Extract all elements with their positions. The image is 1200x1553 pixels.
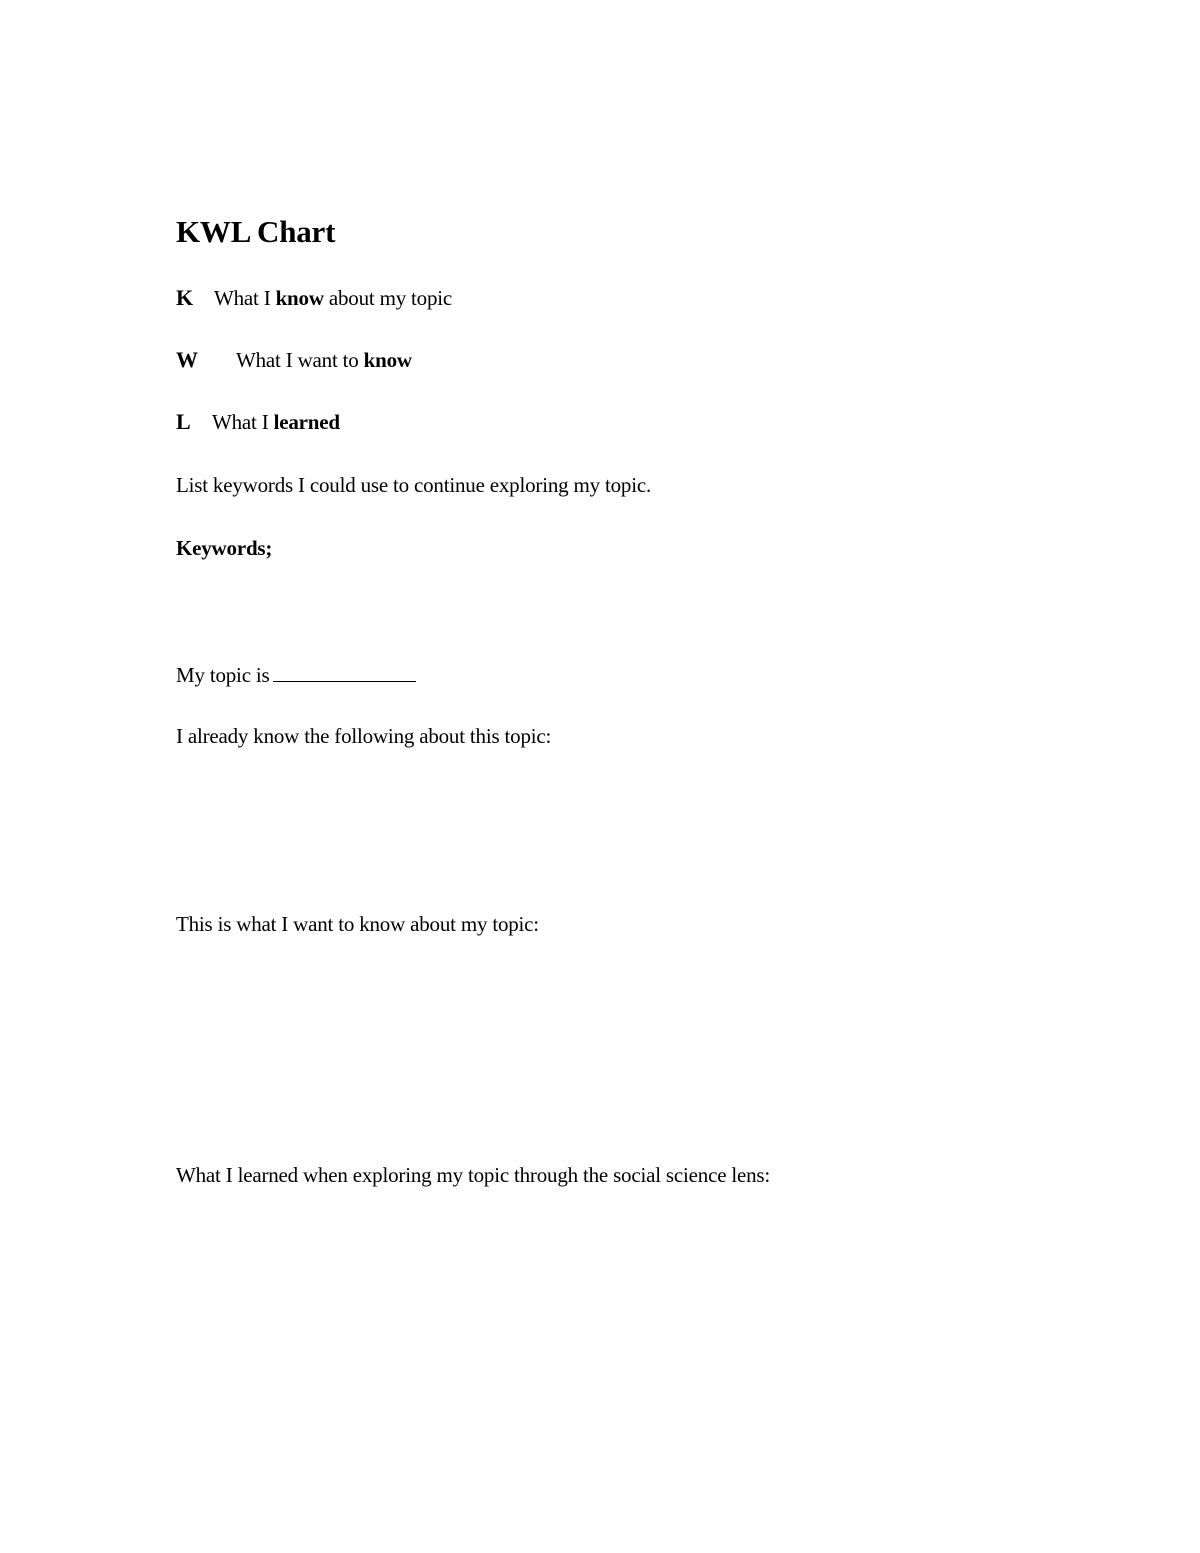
topic-prompt: My topic is xyxy=(176,663,270,687)
kwl-k-text-bold: know xyxy=(275,286,324,310)
kwl-row-l xyxy=(176,408,340,436)
topic-line xyxy=(176,659,416,689)
keywords-instruction: List keywords I could use to continue exploring my topic. xyxy=(176,473,652,497)
kwl-w-text-bold: know xyxy=(363,348,412,372)
kwl-l-text-bold: learned xyxy=(273,410,340,434)
kwl-k-text-post: about my topic xyxy=(323,286,453,310)
already-know-prompt: I already know the following about this topic: xyxy=(176,724,552,748)
keywords-label: Keywords; xyxy=(176,536,273,560)
kwl-l-text-pre: What I xyxy=(212,410,274,434)
kwl-w-text-pre: What I want to xyxy=(236,348,364,372)
kwl-row-w xyxy=(176,346,412,374)
page-title: KWL Chart xyxy=(176,214,336,249)
kwl-k-text-pre: What I xyxy=(214,286,276,310)
learned-prompt: What I learned when exploring my topic through the social science lens: xyxy=(176,1163,771,1187)
topic-blank-line[interactable] xyxy=(273,659,416,682)
kwl-letter-k: K xyxy=(176,285,193,310)
want-to-know-prompt: This is what I want to know about my topic: xyxy=(176,912,539,936)
kwl-letter-w: W xyxy=(176,347,198,372)
kwl-row-k xyxy=(176,284,452,312)
kwl-letter-l: L xyxy=(176,409,191,434)
